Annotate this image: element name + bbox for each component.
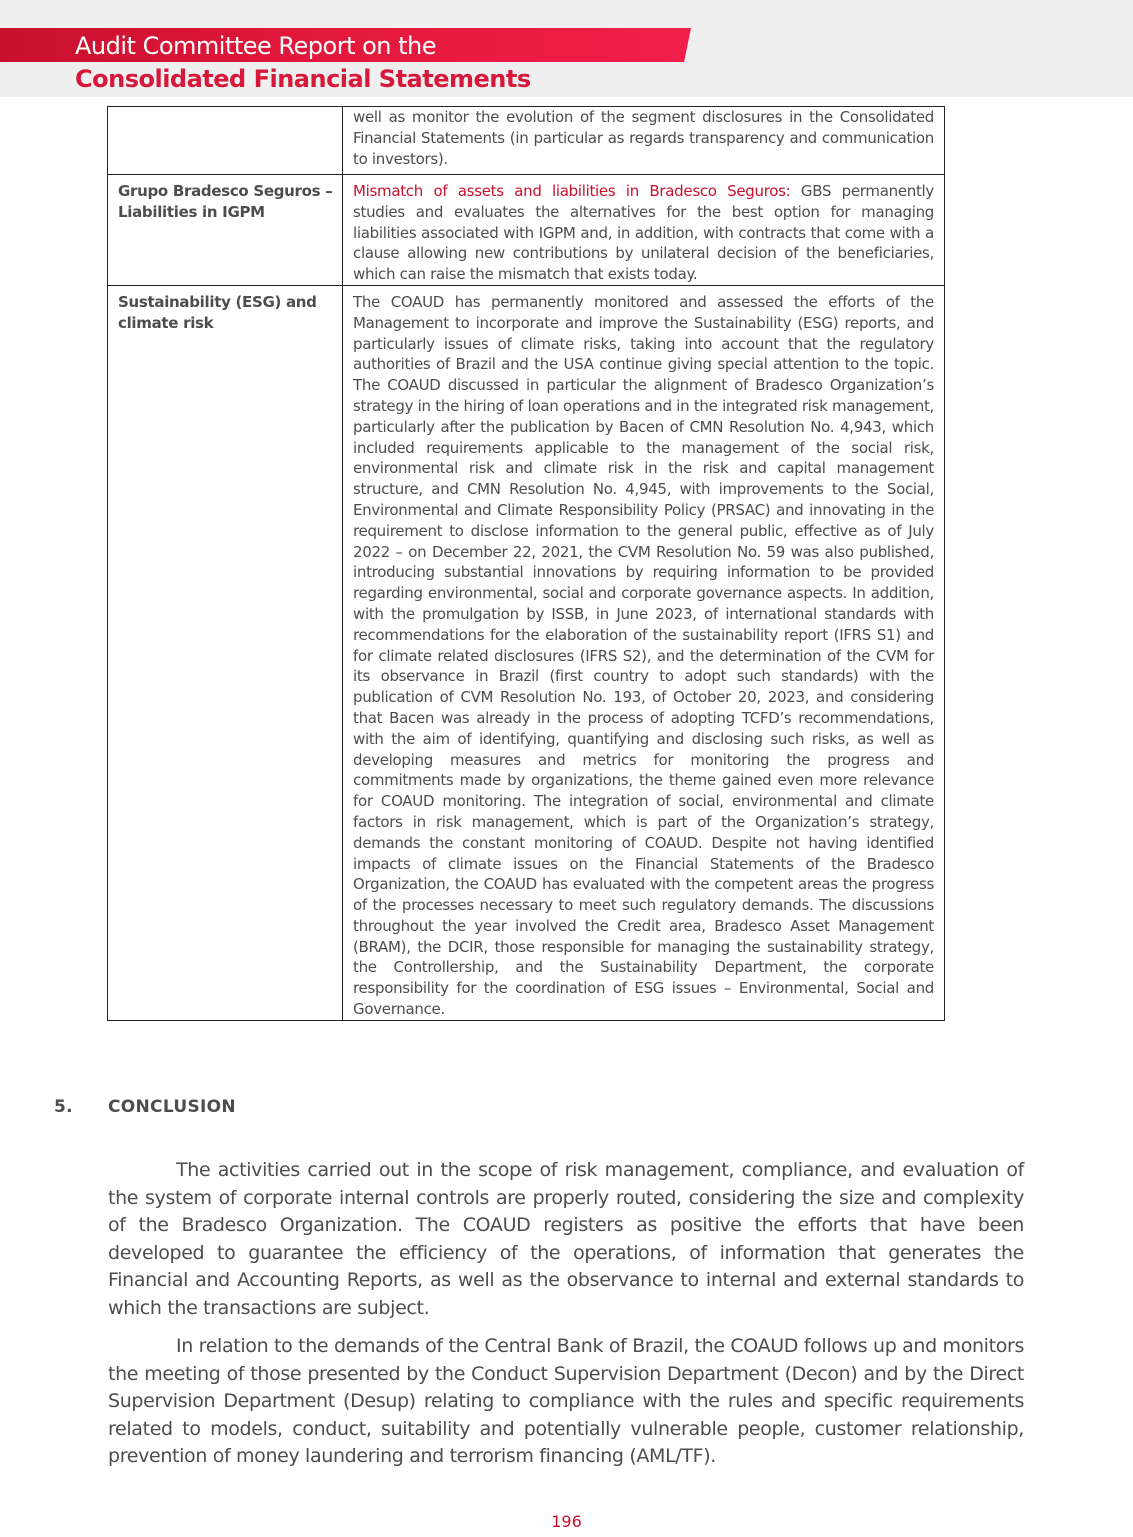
conclusion-paragraph: The activities carried out in the scope of risk management, compliance, and evaluation of the system of corporate internal controls are properly routed, considering the size and complexity of the Bradesco Organization. The COAUD registers as positive the efforts that have been developed to guarantee the efficiency of the operations, of information that generates the Financial and Accounting Reports, as well as the observance to internal and external standards to which the transactions are subject. xyxy=(108,1159,1024,1319)
conclusion-body xyxy=(108,1157,1024,1482)
description-text: The COAUD has permanently monitored and assessed the efforts of the Management to incorporate and improve the Sustainability (ESG) reports, and particularly issues of climate risks, taking into account that the regulatory authorities of Brazil and the USA continue giving special attention to the topic. The COAUD discussed in particular the alignment of Bradesco Organization’s strategy in the hiring of loan operations and in the integrated risk management, particularly after the publication by Bacen of CMN Resolution No. 4,943, which included requirements applicable to the management of the social risk, environmental risk and climate risk in the risk and capital management structure, and CMN Resolution No. 4,945, with improvements to the Social, Environmental and Climate Responsibility Policy (PRSAC) and innovating in the requirement to disclose information to the general public, effective as of July 2022 – on December 22, 2021, the CVM Resolution No. 59 was also published, introducing substantial innovations by requiring information to be provided regarding environmental, social and corporate governance aspects. In addition, with the promulgation by ISSB, in June 2023, of international standards with recommendations for the elaboration of the sustainability report (IFRS S1) and for climate related disclosures (IFRS S2), and the determination of the CVM for its observance in Brazil (first country to adopt such standards) with the publication of CVM Resolution No. 193, of October 20, 2023, and considering that Bacen was already in the process of adopting TCFD’s recommendations, with the aim of identifying, quantifying and disclosing such risks, as well as developing measures and metrics for monitoring the progress and commitments made by organizations, the theme gained even more relevance for COAUD monitoring. The integration of social, environmental and climate factors in risk management, which is part of the Organization’s strategy, demands the constant monitoring of COAUD. Despite not having identified impacts of climate issues on the Financial Statements of the Bradesco Organization, the COAUD has evaluated with the competent areas the progress of the processes necessary to meet such regulatory demands. The discussions throughout the year involved the Credit area, Bradesco Asset Management (BRAM), the DCIR, those responsible for managing the sustainability strategy, the Controllership, and the Sustainability Department, the corporate responsibility for the coordination of ESG issues – Environmental, Social and Governance. xyxy=(353,292,934,1019)
topic-cell: Sustainability (ESG) and climate risk xyxy=(108,285,343,1020)
page-number: 196 xyxy=(551,1512,582,1531)
report-title-line2: Consolidated Financial Statements xyxy=(75,65,531,93)
section-heading xyxy=(54,1097,236,1117)
section-title: CONCLUSION xyxy=(108,1097,236,1117)
description-text: GBS permanently studies and evaluates the alternatives for the best option for managing liabilities associated with IGPM and, in addition, with contracts that come with a clause allowing new contributions by unilateral decision of the beneficiaries, which can raise the mismatch that exists today. xyxy=(353,182,934,284)
description-cell xyxy=(343,285,945,1020)
table-row xyxy=(108,175,945,286)
conclusion-paragraph: In relation to the demands of the Central Bank of Brazil, the COAUD follows up and monitors the meeting of those presented by the Conduct Supervision Department (Decon) and by the Direct Supervision Department (Desup) relating to compliance with the rules and specific requirements related to models, conduct, suitability and potentially vulnerable people, customer relationship, prevention of money laundering and terrorism financing (AML/TF). xyxy=(108,1335,1024,1467)
description-text: well as monitor the evolution of the segment disclosures in the Consolidated Financial Statements (in particular as regards transparency and communication to investors). xyxy=(353,108,934,168)
table-row xyxy=(108,285,945,1020)
topics-table xyxy=(107,106,945,1021)
description-cell xyxy=(343,107,945,175)
description-cell xyxy=(343,175,945,286)
topic-cell xyxy=(108,107,343,175)
report-title-line1: Audit Committee Report on the xyxy=(75,32,437,60)
table-row xyxy=(108,107,945,175)
section-number: 5. xyxy=(54,1097,73,1117)
topic-cell: Grupo Bradesco Seguros – Liabilities in IGPM xyxy=(108,175,343,286)
risk-lead-text: Mismatch of assets and liabilities in Bradesco Seguros: xyxy=(353,182,791,200)
